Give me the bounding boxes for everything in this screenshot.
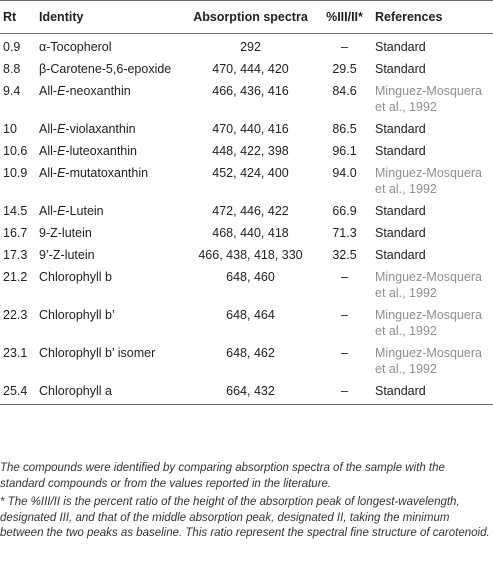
cell-rt: 0.9 — [3, 40, 21, 54]
cell-absorption: 468, 440, 418 — [212, 226, 289, 240]
cell-rt: 10.6 — [3, 144, 28, 158]
cell-rt: 22.3 — [3, 308, 28, 322]
table-row — [0, 162, 493, 200]
cell-ratio: 84.6 — [332, 84, 357, 98]
cell-identity — [36, 162, 184, 200]
table-row — [0, 342, 493, 380]
header-ratio: %III/II* — [317, 1, 372, 34]
cell-reference: Standard — [372, 380, 493, 405]
cell-identity — [36, 118, 184, 140]
cell-reference: Standard — [375, 248, 426, 262]
cell-absorption: 648, 464 — [226, 308, 275, 322]
cell-reference: Standard — [375, 122, 426, 136]
identity-name: Chlorophyll a — [39, 384, 112, 398]
identity-name: Chlorophyll b’ — [39, 308, 115, 322]
header-identity: Identity — [36, 1, 184, 34]
table-row — [0, 80, 493, 118]
cell-identity — [36, 304, 184, 342]
cell-ratio: 96.1 — [332, 144, 357, 158]
cell-identity — [36, 380, 184, 405]
table-row — [0, 140, 493, 162]
table-row — [0, 266, 493, 304]
table-row — [0, 34, 493, 59]
cell-ratio: 66.9 — [332, 204, 357, 218]
identity-name: 9’-Z-lutein — [39, 248, 95, 262]
cell-ratio: 86.5 — [332, 122, 357, 136]
cell-absorption: 466, 438, 418, 330 — [198, 248, 303, 262]
cell-identity — [36, 342, 184, 380]
cell-rt: 16.7 — [3, 226, 28, 240]
cell-absorption: 448, 422, 398 — [212, 144, 289, 158]
identity-prefix: All-E — [39, 166, 66, 180]
cell-identity — [36, 200, 184, 222]
cell-ratio: – — [341, 270, 348, 284]
cell-ratio: 94.0 — [332, 166, 357, 180]
cell-ratio: 29.5 — [332, 62, 357, 76]
identity-name: α-Tocopherol — [39, 40, 112, 54]
cell-absorption: 452, 424, 400 — [212, 166, 289, 180]
cell-identity — [36, 244, 184, 266]
table-header — [0, 1, 493, 34]
cell-reference: Minguez-Mosquera et al., 1992 — [375, 346, 482, 376]
cell-rt: 25.4 — [0, 380, 36, 405]
cell-reference: Minguez-Mosquera et al., 1992 — [375, 84, 482, 114]
table-row — [0, 244, 493, 266]
cell-rt: 8.8 — [3, 62, 21, 76]
identity-prefix: All-E — [39, 144, 66, 158]
table-row — [0, 58, 493, 80]
cell-reference: Minguez-Mosquera et al., 1992 — [375, 166, 482, 196]
cell-ratio: 32.5 — [332, 248, 357, 262]
identity-prefix: All-E — [39, 122, 66, 136]
identity-name: -luteoxanthin — [65, 144, 137, 158]
cell-reference: Standard — [375, 62, 426, 76]
table-row — [0, 222, 493, 244]
cell-ratio: – — [317, 380, 372, 405]
identity-name: -violaxanthin — [65, 122, 136, 136]
identity-name: -neoxanthin — [65, 84, 131, 98]
header-references: References — [372, 1, 493, 34]
cell-rt: 9.4 — [3, 84, 21, 98]
cell-absorption: 470, 444, 420 — [212, 62, 289, 76]
cell-reference: Standard — [375, 226, 426, 240]
table-row — [0, 304, 493, 342]
identity-name: -mutatoxanthin — [65, 166, 149, 180]
header-row — [0, 1, 493, 34]
cell-identity — [36, 266, 184, 304]
cell-absorption: 292 — [240, 40, 261, 54]
cell-rt: 10.9 — [3, 166, 28, 180]
cell-identity — [36, 80, 184, 118]
table-footnotes — [0, 461, 490, 542]
cell-ratio: – — [341, 346, 348, 360]
identity-prefix: All-E — [39, 204, 66, 218]
footnote-identification: The compounds were identified by comparing absorption spectra of the sample with the standard compounds or from the values reported in the literature. — [0, 462, 445, 490]
cell-ratio: 71.3 — [332, 226, 357, 240]
identity-name: β-Carotene-5,6-epoxide — [39, 62, 172, 76]
cell-absorption: 466, 436, 416 — [212, 84, 289, 98]
header-rt: Rt — [0, 1, 36, 34]
cell-rt: 23.1 — [3, 346, 28, 360]
cell-absorption: 664, 432 — [184, 380, 317, 405]
cell-absorption: 648, 462 — [226, 346, 275, 360]
cell-identity — [36, 222, 184, 244]
table-body — [0, 34, 493, 405]
cell-absorption: 648, 460 — [226, 270, 275, 284]
table-row — [0, 118, 493, 140]
identity-name: Chlorophyll b’ isomer — [39, 346, 156, 360]
cell-reference: Minguez-Mosquera et al., 1992 — [375, 308, 482, 338]
cell-absorption: 470, 440, 416 — [212, 122, 289, 136]
identity-name: 9-Z-lutein — [39, 226, 92, 240]
cell-rt: 21.2 — [3, 270, 28, 284]
cell-identity — [36, 34, 184, 59]
cell-reference: Standard — [375, 144, 426, 158]
cell-ratio: – — [341, 40, 348, 54]
table-row — [0, 200, 493, 222]
cell-identity — [36, 58, 184, 80]
cell-absorption: 472, 446, 422 — [212, 204, 289, 218]
cell-reference: Standard — [375, 40, 426, 54]
footnote-ratio-definition: * The %III/II is the percent ratio of the height of the absorption peak of longest-wavelength, designated III, and that of the middle absorption peak, designated II, taking the minimum between the two peaks as baseline. This ratio represent the spectral fine structure of carotenoid. — [0, 496, 490, 539]
cell-reference: Standard — [375, 204, 426, 218]
cell-identity — [36, 140, 184, 162]
table-row — [0, 380, 493, 405]
cell-ratio: – — [341, 308, 348, 322]
identity-name: Chlorophyll b — [39, 270, 112, 284]
cell-reference: Minguez-Mosquera et al., 1992 — [375, 270, 482, 300]
header-absorption: Absorption spectra — [184, 1, 317, 34]
identity-name: -Lutein — [65, 204, 104, 218]
cell-rt: 10 — [3, 122, 17, 136]
cell-rt: 14.5 — [3, 204, 28, 218]
cell-rt: 17.3 — [3, 248, 28, 262]
identity-prefix: All-E — [39, 84, 66, 98]
